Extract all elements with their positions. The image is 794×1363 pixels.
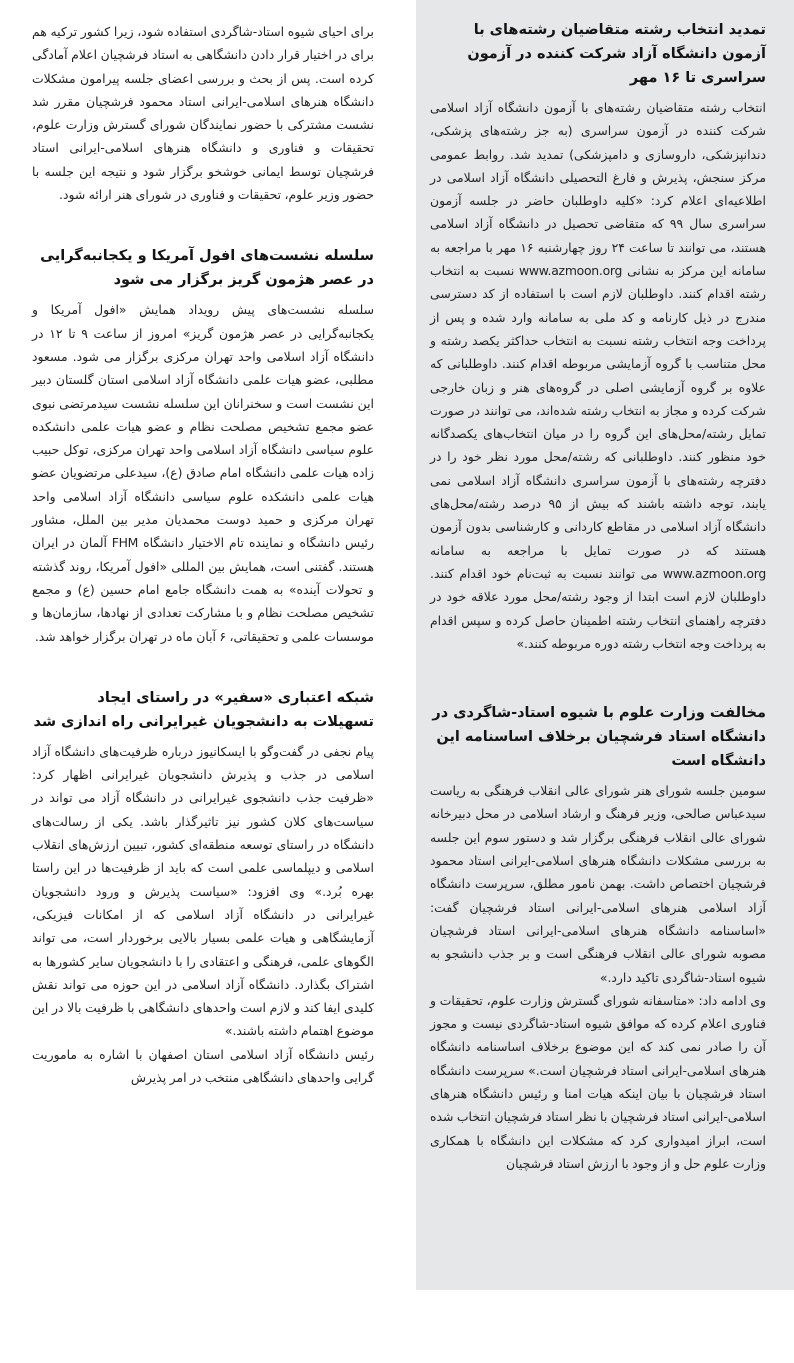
left-column — [26, 0, 378, 1290]
article-body-continuation: برای احیای شیوه استاد-شاگردی استفاده شود، زیرا کشور ترکیه هم برای در اختیار قرار دادن دانشگاهی به استاد فرشچیان اعلام آمادگی کرده است. پس از بحث و بررسی اعضای جلسه پیرامون مشکلات دانشگاه هنرهای اسلامی-ایرانی استاد محمود فرشچیان مقرر شد نشست مشترکی با حضور نمایندگان شورای گسترش وزارت علوم، تحقیقات و فناوری و دانشگاه هنرهای اسلامی-ایرانی استاد فرشچیان توسط ایمانی خوشخو برگزار شود و نتیجه این جلسه با حضور وزیر علوم، تحقیقات و فناوری در شورای هنر ارائه شود. — [32, 24, 374, 203]
headline-safir-network: شبکه اعتباری «سفیر» در راستای ایجاد تسهیلات به دانشجویان غیرایرانی راه اندازی شد — [33, 689, 374, 730]
headline-entrance-exam-extension: تمدید انتخاب رشته متقاضیان رشته‌های با آزمون دانشگاه آزاد شرکت کننده در آزمون سراسری تا ۱۶ مهر — [467, 22, 766, 86]
headline-us-decline-sessions: سلسله نشست‌های افول آمریکا و یکجانبه‌گرایی در عصر هژمون گریز برگزار می شود — [40, 248, 374, 289]
article-body-paragraph: سومین جلسه شورای هنر شورای عالی انقلاب فرهنگی به ریاست سیدعباس صالحی، وزیر فرهنگ و ارشاد اسلامی در محل دبیرخانه شورای عالی انقلاب فرهنگی برگزار شد و دستور سوم این جلسه به بررسی مشکلات دانشگاه هنرهای اسلامی-ایرانی استاد محمود فرشچیان اختصاص داشت. بهمن نامور مطلق، سرپرست دانشگاه آزاد اسلامی هنرهای اسلامی-ایرانی استاد فرشچیان گفت: «اساسنامه دانشگاه هنرهای اسلامی-ایرانی استاد فرشچیان مصوبه شورای عالی انقلاب فرهنگی است و بر جذب دانشجو به شیوه استاد-شاگردی تاکید دارد.» — [430, 783, 766, 985]
right-column — [416, 0, 794, 1290]
article-body-paragraph: وی ادامه داد: «متاسفانه شورای گسترش وزارت علوم، تحقیقات و فناوری اعلام کرده که موافق شیوه استاد-شاگردی نیست و مجوز آن را صادر نمی کند که این موضوع برخلاف اساسنامه دانشگاه هنرهای اسلامی-ایرانی استاد فرشچیان است.» سرپرست دانشگاه استاد فرشچیان با بیان اینکه هیات امنا و رئیس دانشگاه هنرهای اسلامی-ایرانی استاد فرشچیان با نظر استاد فرشچیان انتخاب شده است، ابراز امیدواری کرد که مشکلات این دانشگاه با همکاری وزارت علوم حل و از وجود با ارزش استاد فرشچیان — [430, 992, 766, 1171]
article-safir-network — [32, 686, 374, 1089]
article-continuation — [32, 20, 374, 206]
article-entrance-exam-extension — [430, 18, 766, 655]
headline-ministry-opposition: مخالفت وزارت علوم با شیوه استاد-شاگردی در دانشگاه استاد فرشچیان برخلاف اساسنامه این دانشگاه است — [432, 705, 766, 770]
article-ministry-opposition — [430, 701, 766, 1175]
article-body-paragraph: سلسله نشست‌های پیش رویداد همایش «افول آمریکا و یکجانبه‌گرایی در عصر هژمون گریز» امروز از ساعت ۹ تا ۱۲ در دانشگاه آزاد اسلامی واحد تهران مرکزی برگزار می شود. مسعود مطلبی، عضو هیات علمی دانشگاه آزاد اسلامی استان گلستان دبیر این نشست است و سخنرانان این سلسله نشست سیدمرتضی نبوی عضو مجمع تشخیص مصلحت نظام و عضو هیات علمی دانشکده علوم سیاسی دانشگاه آزاد اسلامی واحد تهران مرکزی، توکل حبیب زاده هیات علمی دانشگاه امام صادق (ع)، سیدعلی مرتضویان عضو هیات علمی دانشکده علوم سیاسی دانشگاه آزاد اسلامی واحد تهران مرکزی و حمید دوست محمدیان مدیر بین الملل، مشاور رئیس دانشگاه و نماینده تام الاختیار دانشگاه FHM آلمان در ایران هستند. گفتنی است، همایش بین المللی «افول آمریکا، روند گذشته و تحولات آینده» به همت دانشگاه جامع امام حسین (ع) و مجمع تشخیص مصلحت نظام و با مشارکت تعدادی از نهادها، سازمان‌ها و موسسات علمی و تحقیقاتی، ۶ آبان ماه در تهران برگزار خواهد شد. — [32, 302, 374, 644]
article-us-decline-sessions — [32, 244, 374, 647]
article-body-paragraph: انتخاب رشته متقاضیان رشته‌های با آزمون دانشگاه آزاد اسلامی شرکت کننده در آزمون سراسری (به جز رشته‌های پزشکی، دندانپزشکی، داروسازی و دامپزشکی) تمدید شد. روابط عمومی مرکز سنجش، پذیرش و فارغ التحصیلی دانشگاه آزاد اسلامی در اطلاعیه‌ای اعلام کرد: «کلیه داوطلبان حاضر در جلسه آزمون سراسری سال ۹۹ که متقاضی تحصیل در دانشگاه آزاد اسلامی هستند، می توانند تا ساعت ۲۴ روز چهارشنبه ۱۶ مهر با مراجعه به سامانه این مرکز به نشانی www.azmoon.org نسبت به انتخاب رشته اقدام کنند. داوطلبان لازم است با استفاده از کد دسترسی مندرج در ذیل کارنامه و کد ملی به سامانه وارد شده و پس از پرداخت وجه انتخاب رشته نسبت به انتخاب حداکثر یکصد رشته و محل متناسب با گروه آزمایشی مربوطه اقدام کنند. داوطلبانی که علاوه بر گروه آزمایشی اصلی در گروه‌های هنر و زبان خارجی شرکت کرده و مجاز به انتخاب رشته شده‌اند، می توانند در صورت تمایل رشته/محل‌های این گروه را در میان انتخاب‌های یکصدگانه خود منظور کنند. داوطلبانی که رشته/محل مورد نظر خود را در دفترچه رشته‌های با آزمون سراسری دانشگاه آزاد اسلامی نمی یابند، توجه داشته باشند که بیش از ۹۵ درصد رشته/محل‌های دانشگاه آزاد اسلامی در مقاطع کاردانی و کارشناسی بدون آزمون هستند که در صورت تمایل با مراجعه به سامانه www.azmoon.org می توانند نسبت به ثبت‌نام خود اقدام کنند. داوطلبان لازم است ابتدا از وجود رشته/محل مورد علاقه خود در دفترچه راهنمای انتخاب رشته اطمینان حاصل کرده و سپس اقدام به پرداخت وجه انتخاب رشته دوره مربوطه کنند.» — [430, 100, 767, 651]
article-body-paragraph: پیام نجفی در گفت‌وگو با ایسکانیوز درباره ظرفیت‌های دانشگاه آزاد اسلامی در جذب و پذیرش دانشجویان غیرایرانی اظهار کرد: «ظرفیت جذب دانشجوی غیرایرانی در دانشگاه آزاد می تواند در سیاست‌های کلان کشور نیز تاثیرگذار باشد. یکی از رسالت‌های دانشگاه در راستای توسعه منطقه‌ای کشور، تبیین ارزش‌های انقلاب اسلامی و دیپلماسی علمی است که باید از ظرفیت‌ها در این راستا بهره بُرد.» وی افزود: «سیاست پذیرش و ورود دانشجویان غیرایرانی در دانشگاه آزاد اسلامی که از امکانات فیزیکی، آزمایشگاهی و هیات علمی بسیار بالایی برخوردار است، می تواند الگوهای علمی، فرهنگی و اعتقادی را با دانشجویان سایر کشورها به اشتراک بگذارد. دانشگاه آزاد اسلامی در این حوزه می تواند نقش کلیدی ایفا کند و لازم است واحدهای دانشگاهی با ظرفیت بالا در این موضوع اهتمام داشته باشند.» — [32, 743, 374, 1039]
article-body-paragraph: رئیس دانشگاه آزاد اسلامی استان اصفهان با اشاره به ماموریت گرایی واحدهای دانشگاهی منتخب در امر پذیرش — [32, 1046, 374, 1085]
